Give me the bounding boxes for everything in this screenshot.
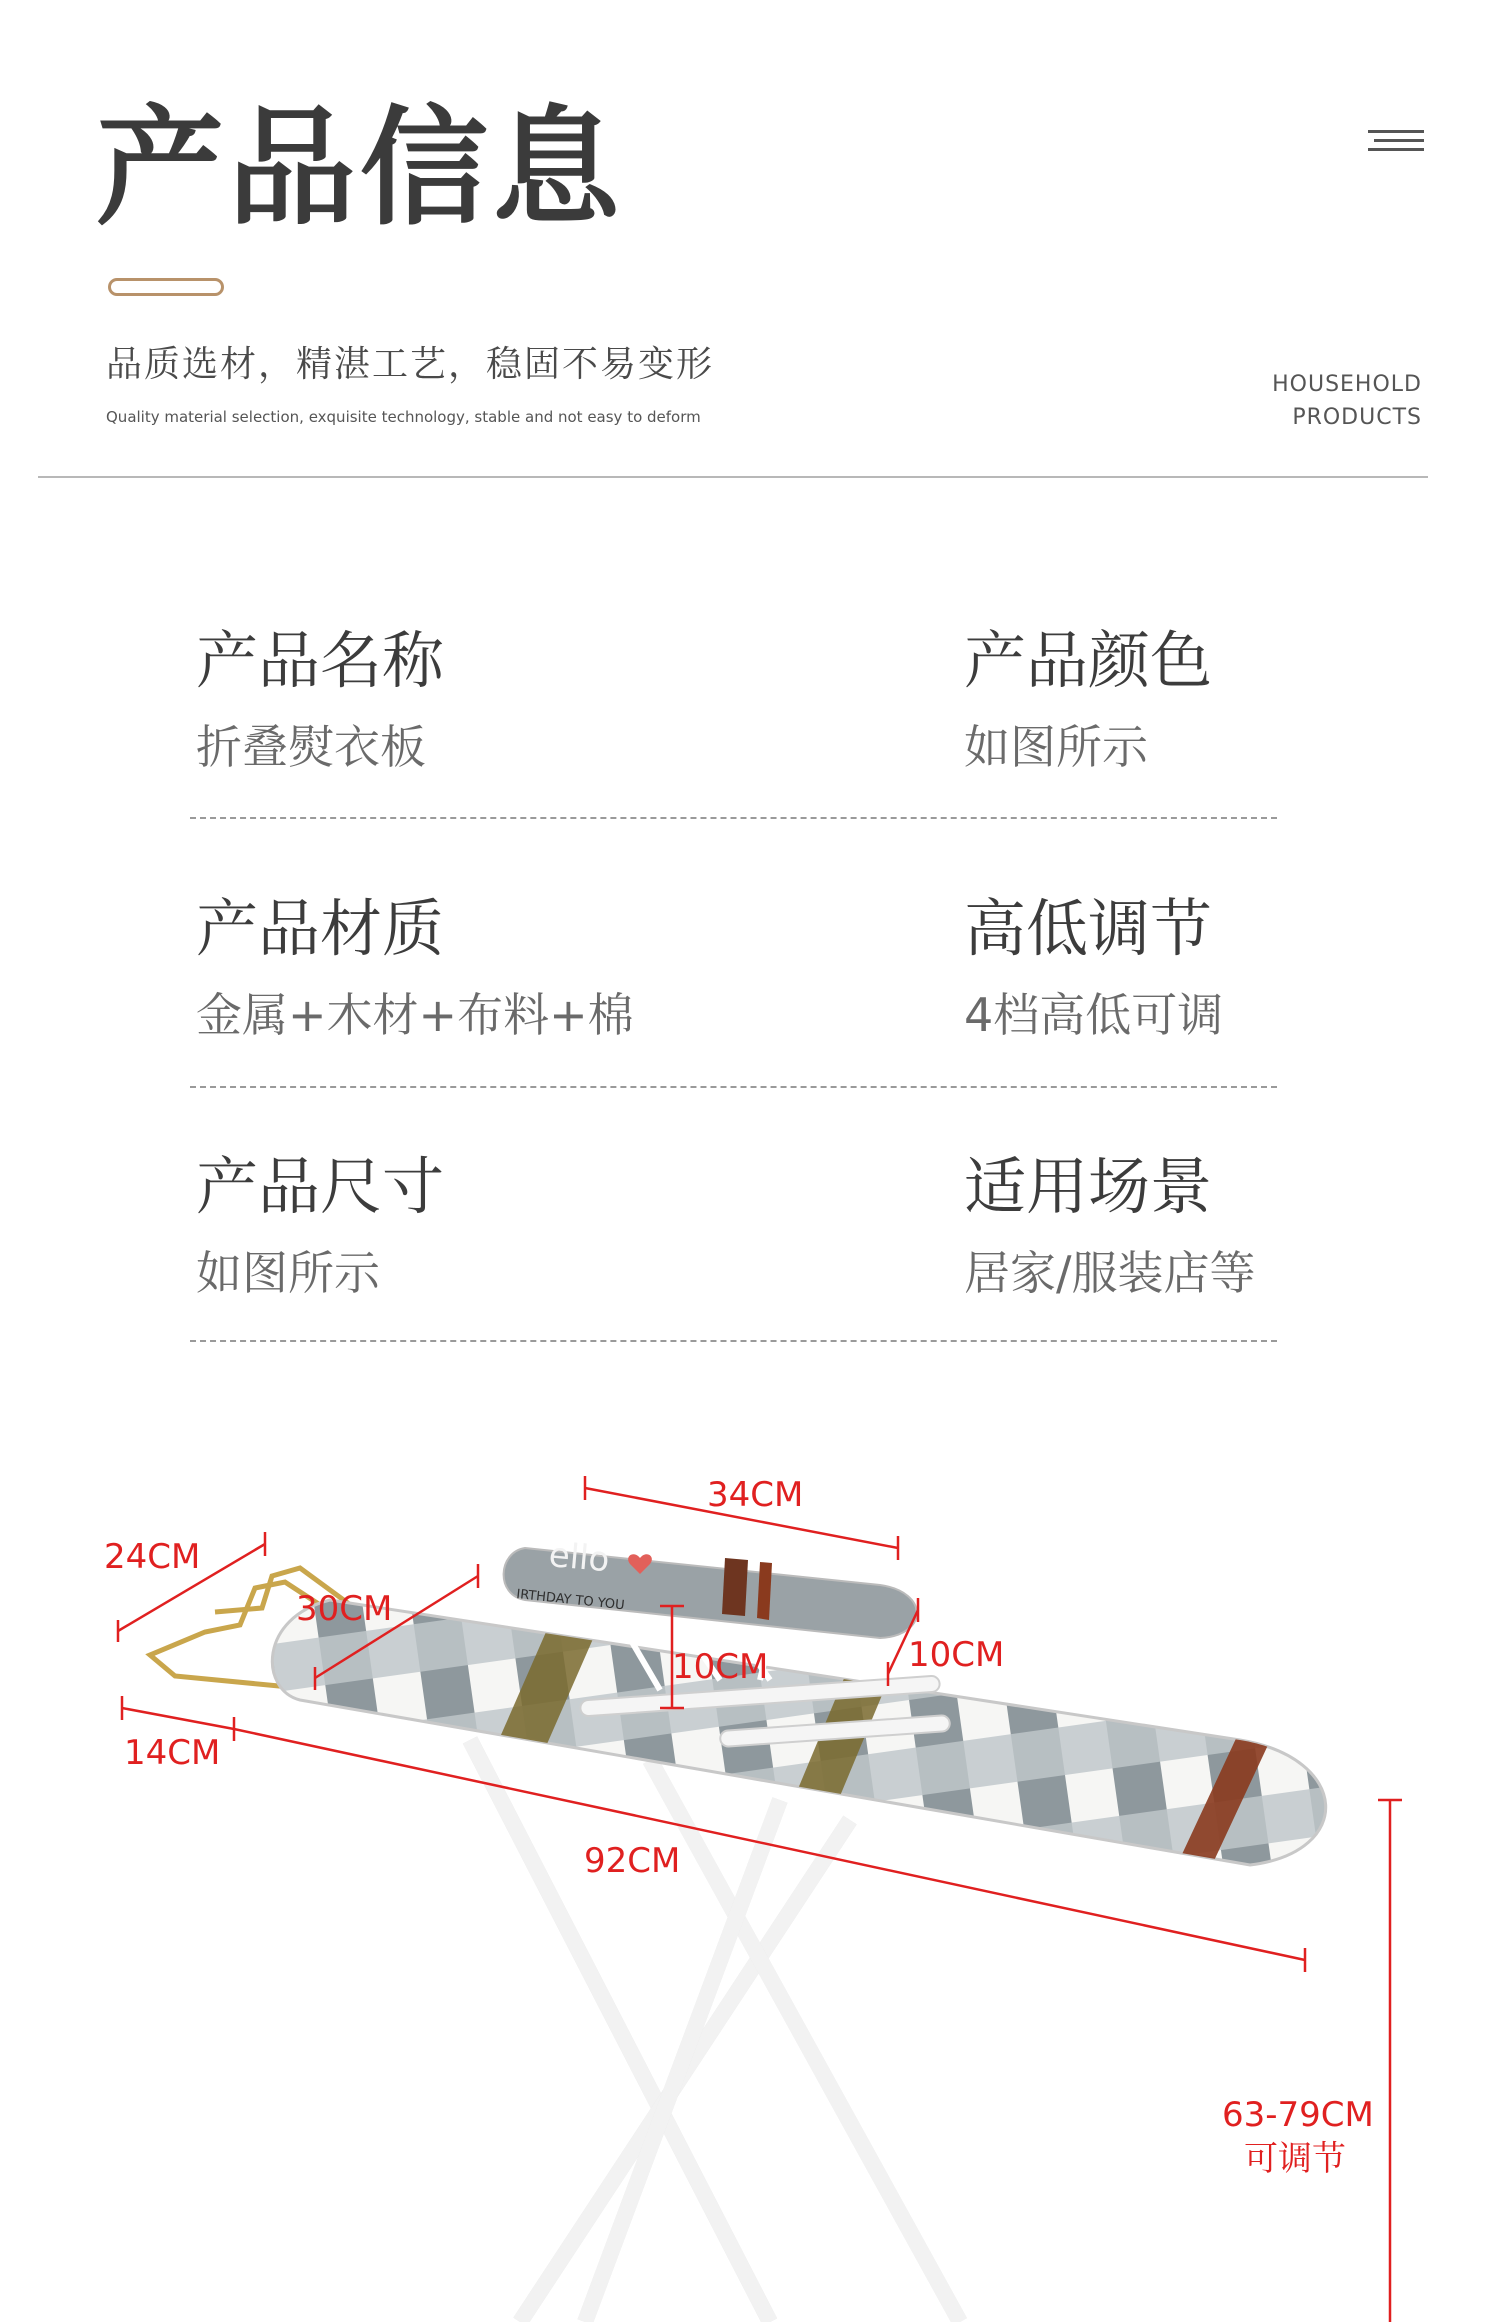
subtitle-chinese: 品质选材，精湛工艺，稳固不易变形 <box>106 344 715 385</box>
spec-label: 高低调节 <box>964 892 1213 965</box>
spec-size <box>196 1150 445 1300</box>
spec-material <box>196 892 634 1042</box>
subtitle-english: Quality material selection, exquisite technology, stable and not easy to deform <box>106 408 701 426</box>
dimension-label-10cm-height: 10CM <box>672 1647 769 1687</box>
spec-value: 居家/服装店等 <box>964 1246 1256 1300</box>
dimension-label-30cm: 30CM <box>296 1589 393 1629</box>
board-legs <box>470 1740 960 2322</box>
spec-value: 如图所示 <box>196 1246 380 1300</box>
sleeve-stripe <box>722 1558 748 1616</box>
spec-label: 产品颜色 <box>964 624 1213 697</box>
badge-line-2: PRODUCTS <box>1292 405 1422 430</box>
spec-label: 产品名称 <box>196 624 445 697</box>
accent-bar <box>108 278 224 296</box>
page-title: 产品信息 <box>96 94 625 243</box>
household-products-badge <box>1272 368 1422 434</box>
spec-label: 产品材质 <box>196 892 445 965</box>
sleeve-print-birthday: IRTHDAY TO YOU <box>515 1587 626 1614</box>
dimension-label-height: 63-79CM <box>1222 2095 1374 2135</box>
spec-label: 适用场景 <box>964 1150 1213 1223</box>
sleeve-print-ello: ello <box>547 1535 612 1581</box>
badge-line-1: HOUSEHOLD <box>1272 372 1422 397</box>
spec-label: 产品尺寸 <box>196 1150 445 1223</box>
dimension-label-24cm: 24CM <box>104 1537 201 1577</box>
spec-value: 4档高低可调 <box>964 988 1224 1042</box>
spec-product-name <box>196 624 445 774</box>
dimension-label-92cm: 92CM <box>584 1841 681 1881</box>
dimension-label-34cm: 34CM <box>707 1475 804 1515</box>
menu-icon[interactable] <box>1368 130 1424 160</box>
dimension-label-adjustable: 可调节 <box>1244 2139 1346 2179</box>
ironing-board-illustration <box>0 1440 1500 2322</box>
spec-height-adjust <box>964 892 1224 1042</box>
divider <box>38 476 1428 478</box>
spec-value: 如图所示 <box>964 720 1148 774</box>
spec-product-color <box>964 624 1213 774</box>
spec-value: 金属+木材+布料+棉 <box>196 988 634 1042</box>
spec-usage <box>964 1150 1256 1300</box>
dashed-divider <box>190 1340 1277 1342</box>
dimension-label-14cm: 14CM <box>124 1733 221 1773</box>
product-dimension-diagram <box>0 1440 1500 2322</box>
dimension-label-10cm-width: 10CM <box>908 1635 1005 1675</box>
dashed-divider <box>190 1086 1277 1088</box>
spec-value: 折叠熨衣板 <box>196 720 426 774</box>
dashed-divider <box>190 817 1277 819</box>
